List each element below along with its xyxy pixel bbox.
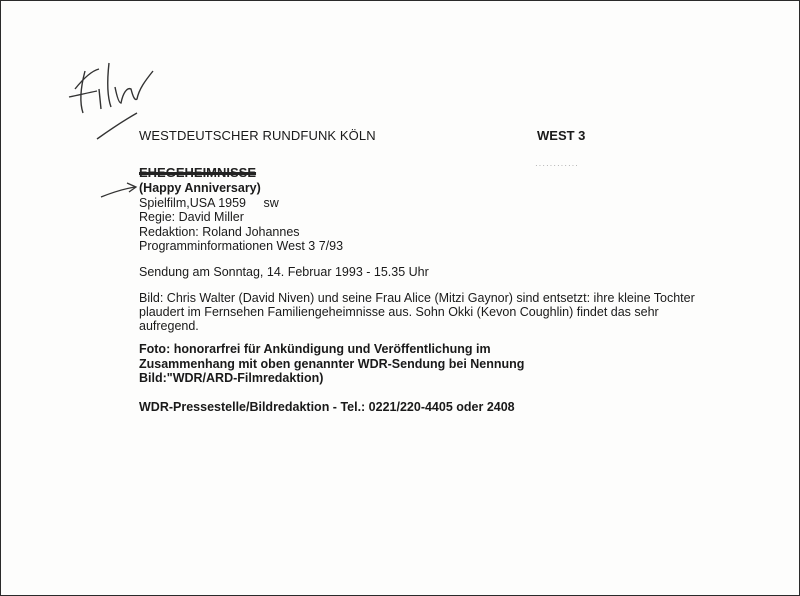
film-info	[139, 181, 343, 254]
broadcast-date: Sendung am Sonntag, 14. Februar 1993 - 15.35 Uhr	[139, 265, 429, 279]
color-mode: sw	[263, 195, 279, 210]
channel-name: WEST 3	[537, 128, 586, 143]
faint-stamp-mark: ············	[535, 161, 579, 170]
film-type: Spielfilm,USA 1959	[139, 195, 247, 210]
editor-line: Redaktion: Roland Johannes	[139, 224, 300, 239]
director-line: Regie: David Miller	[139, 210, 244, 224]
press-contact: WDR-Pressestelle/Bildredaktion - Tel.: 0221/220-4405 oder 2408	[139, 400, 515, 414]
struck-title: EHEGEHEIMNISSE	[139, 165, 257, 180]
photo-description: Bild: Chris Walter (David Niven) und seine Frau Alice (Mitzi Gaynor) sind entsetzt: ihre kleine Tochter plaudert im Fernsehen Familiengeheimnisse aus. Sohn Okki (Kevon Coughlin) findet das sehr aufregend.	[139, 291, 695, 333]
broadcaster-name: WESTDEUTSCHER RUNDFUNK KÖLN	[139, 128, 376, 143]
english-title: (Happy Anniversary)	[139, 181, 261, 195]
photo-rights-note: Foto: honorarfrei für Ankündigung und Veröffentlichung im Zusammenhang mit oben genannter WDR-Sendung bei Nennung Bild:"WDR/ARD-Filmredaktion)	[139, 342, 525, 385]
film-type-line	[139, 196, 343, 211]
program-info-line: Programminformationen West 3 7/93	[139, 239, 344, 253]
handwritten-arrow-icon	[99, 179, 139, 203]
